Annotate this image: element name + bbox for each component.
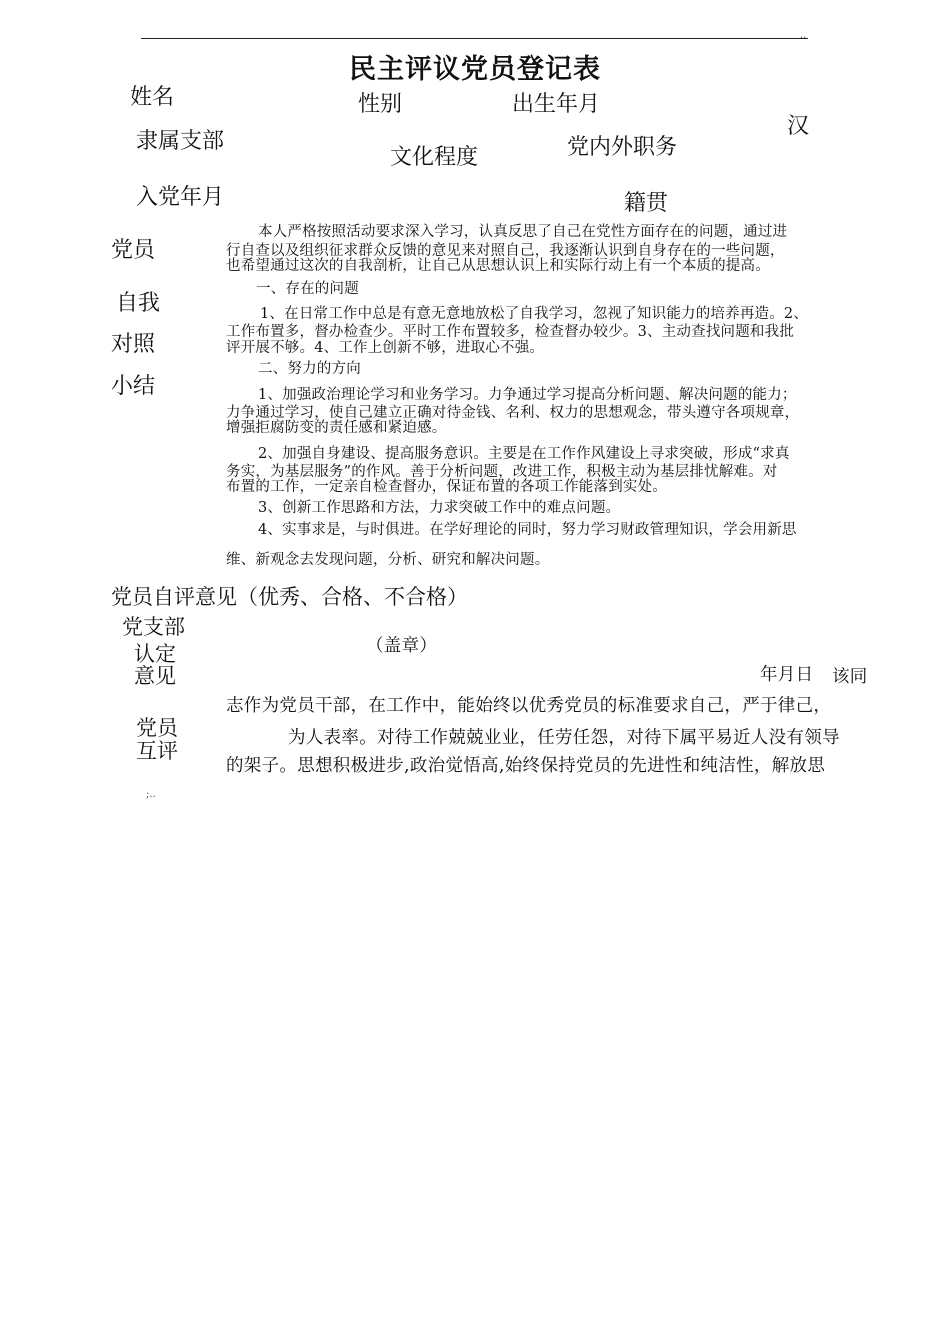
- mutual-review-line-2: 为人表率。对待工作兢兢业业，任劳任怨，对待下属平易近人没有领导: [288, 728, 840, 748]
- item1-line-2: 力争通过学习，使自己建立正确对待金钱、名利、权力的思想观念，带头遵守各项规章，: [226, 405, 800, 421]
- mutual-review-line-1: 志作为党员干部，在工作中，能始终以优秀党员的标准要求自己，严于律己，: [226, 696, 832, 716]
- branch-opinion-label-1: 党支部: [122, 615, 185, 639]
- date-label: 年月日: [760, 665, 814, 685]
- item1-line-1: 1、加强政治理论学习和业务学习。力争通过学习提高分析问题、解决问题的能力；: [258, 387, 797, 403]
- field-native-place-label: 籍贯: [624, 191, 669, 216]
- item2-line-2: 务实，为基层服务”的作风。善于分析问题，改进工作，积极主动为基层排忧解难。对: [226, 464, 778, 480]
- item1-line-3: 增强拒腐防变的责任感和紧迫感。: [226, 420, 447, 436]
- field-name-label: 姓名: [130, 85, 175, 110]
- intro-line-3: 也希望通过这次的自我剖析，让自己从思想认识上和实际行动上有一个本质的提高。: [226, 258, 770, 274]
- section1-line-2: 工作布置多，督办检查少。平时工作布置较多，检查督办较少。3、主动查找问题和我批: [226, 324, 795, 340]
- branch-opinion-label-3: 意见: [134, 664, 176, 688]
- field-join-date-label: 入党年月: [136, 185, 225, 210]
- mutual-review-line-3: 的架子。思想积极进步,政治觉悟高,始终保持党员的先进性和纯洁性，解放思: [226, 756, 826, 776]
- field-education-label: 文化程度: [390, 145, 479, 170]
- self-summary-label-1: 党员: [111, 238, 156, 263]
- intro-line-1: 本人严格按照活动要求深入学习，认真反思了自己在党性方面存在的问题，通过进: [258, 224, 788, 240]
- footer-mark: ;..: [146, 789, 156, 800]
- page-title: 民主评议党员登记表: [349, 54, 601, 85]
- section1-line-3: 评开展不够。4、工作上创新不够，进取心不强。: [226, 340, 545, 356]
- field-branch-label: 隶属支部: [136, 129, 225, 154]
- section1-line-1: 1、在日常工作中总是有意无意地放松了自我学习，忽视了知识能力的培养再造。2、: [260, 306, 809, 322]
- section1-heading: 一、存在的问题: [256, 281, 359, 297]
- mutual-review-label-2: 互评: [136, 739, 178, 763]
- self-summary-label-4: 小结: [111, 374, 156, 399]
- field-gender-label: 性别: [358, 92, 403, 117]
- item4-line-2: 维、新观念去发现问题，分析、研究和解决问题。: [226, 552, 550, 568]
- item2-line-3: 布置的工作，一定亲自检查督办，保证布置的各项工作能落到实处。: [226, 479, 667, 495]
- item2-line-1: 2、加强自身建设、提高服务意识。主要是在工作作风建设上寻求突破，形成“求真: [258, 446, 790, 462]
- intro-line-2: 行自查以及组织征求群众反馈的意见来对照自己，我逐渐认识到自身存在的一些问题，: [226, 243, 785, 259]
- item3-line: 3、创新工作思路和方法，力求突破工作中的难点问题。: [258, 500, 621, 516]
- self-summary-label-2: 自我: [116, 291, 161, 316]
- field-ethnicity-value: 汉: [787, 114, 810, 139]
- mutual-review-label-1: 党员: [136, 716, 178, 740]
- section2-heading: 二、努力的方向: [258, 361, 361, 377]
- header-rule: [141, 38, 808, 39]
- seal-label: （盖章）: [366, 636, 438, 656]
- field-birth-label: 出生年月: [512, 92, 601, 117]
- self-summary-label-3: 对照: [111, 332, 156, 357]
- item4-line-1: 4、实事求是，与时俱进。在学好理论的同时，努力学习财政管理知识，学会用新思: [258, 522, 797, 538]
- field-position-label: 党内外职务: [567, 135, 678, 160]
- date-trail-text: 该同: [832, 667, 868, 687]
- header-mark: ..: [800, 30, 807, 41]
- self-evaluation-label: 党员自评意见（优秀、合格、不合格）: [111, 585, 468, 609]
- branch-opinion-label-2: 认定: [134, 642, 176, 666]
